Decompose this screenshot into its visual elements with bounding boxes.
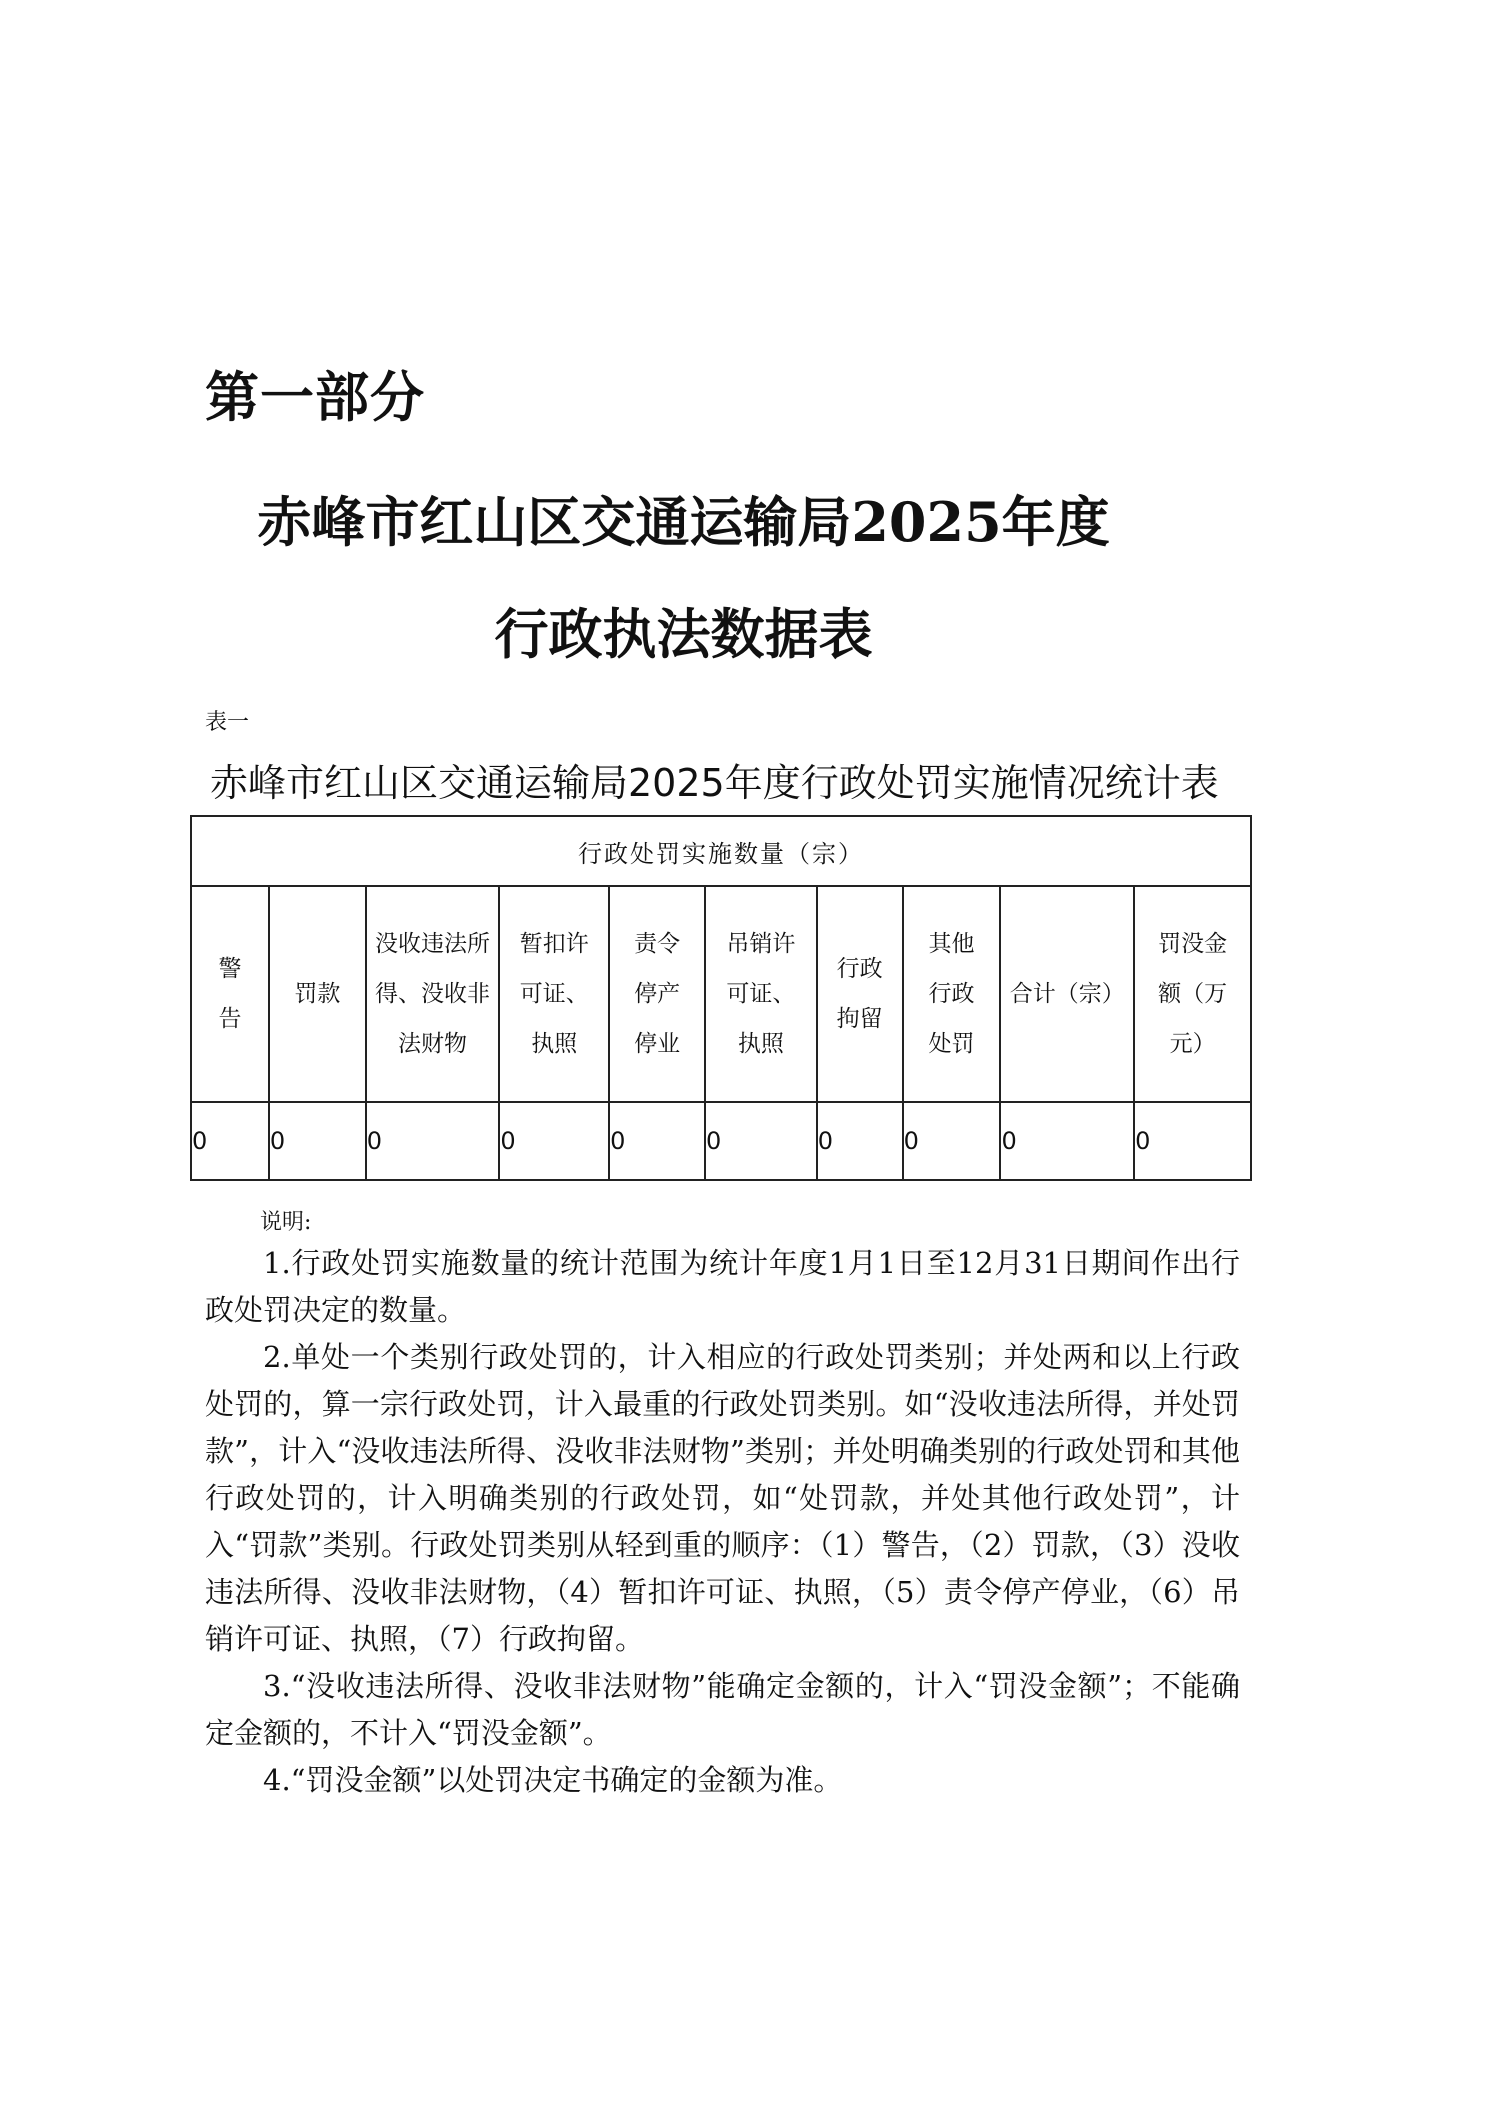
value-production-halt: 0 bbox=[609, 1102, 705, 1180]
value-amount: 0 bbox=[1134, 1102, 1251, 1180]
value-license-revocation: 0 bbox=[705, 1102, 817, 1180]
col-header-fine: 罚款 bbox=[269, 886, 366, 1102]
value-warning: 0 bbox=[191, 1102, 269, 1180]
col-header-amount: 罚没金额（万元） bbox=[1134, 886, 1251, 1102]
value-fine: 0 bbox=[269, 1102, 366, 1180]
table-number: 表一 bbox=[205, 710, 250, 735]
notes-title: 说明: bbox=[260, 1210, 312, 1235]
main-title-line1 bbox=[0, 480, 1487, 557]
column-header-row bbox=[191, 886, 1251, 1102]
main-title-line1-text: 赤峰市红山区交通运输局2025年度 bbox=[257, 490, 1110, 554]
note-item-2: 2.单处一个类别行政处罚的，计入相应的行政处罚类别；并处两和以上行政处罚的，算一宗行政处罚，计入最重的行政处罚类别。如“没收违法所得，并处罚款”，计入“没收违法所得、没收非法财物”类别；并处明确类别的行政处罚和其他行政处罚的，计入明确类别的行政处罚，如“处罚款，并处其他行政处罚”，计入“罚款”类别。行政处罚类别从轻到重的顺序：（1）警告，（2）罚款，（3）没收违法所得、没收非法财物，（4）暂扣许可证、执照，（5）责令停产停业，（6）吊销许可证、执照，（7）行政拘留。 bbox=[205, 1340, 1240, 1656]
value-confiscation: 0 bbox=[366, 1102, 500, 1180]
col-header-warning: 警告 bbox=[191, 886, 269, 1102]
note-item-3: 3.“没收违法所得、没收非法财物”能确定金额的，计入“罚没金额”；不能确定金额的，不计入“罚没金额”。 bbox=[205, 1669, 1240, 1750]
main-title-line2-text: 行政执法数据表 bbox=[494, 602, 873, 666]
col-header-total: 合计（宗） bbox=[1000, 886, 1134, 1102]
col-header-other: 其他行政处罚 bbox=[903, 886, 1001, 1102]
col-header-confiscation: 没收违法所得、没收非法财物 bbox=[366, 886, 500, 1102]
value-other: 0 bbox=[903, 1102, 1001, 1180]
value-detention: 0 bbox=[817, 1102, 903, 1180]
value-total: 0 bbox=[1000, 1102, 1134, 1180]
group-header-row bbox=[191, 816, 1251, 886]
group-header-cell: 行政处罚实施数量（宗） bbox=[191, 816, 1251, 886]
value-license-suspension: 0 bbox=[499, 1102, 609, 1180]
note-item-4: 4.“罚没金额”以处罚决定书确定的金额为准。 bbox=[263, 1763, 843, 1797]
table-title: 赤峰市红山区交通运输局2025年度行政处罚实施情况统计表 bbox=[210, 761, 1219, 805]
col-header-license-suspension: 暂扣许可证、执照 bbox=[499, 886, 609, 1102]
note-item-1: 1.行政处罚实施数量的统计范围为统计年度1月1日至12月31日期间作出行政处罚决定的数量。 bbox=[205, 1246, 1240, 1327]
main-title-line2 bbox=[0, 592, 1487, 669]
col-header-production-halt: 责令停产停业 bbox=[609, 886, 705, 1102]
penalty-stats-table bbox=[190, 815, 1252, 1181]
value-row bbox=[191, 1102, 1251, 1180]
col-header-license-revocation: 吊销许可证、执照 bbox=[705, 886, 817, 1102]
col-header-detention: 行政拘留 bbox=[817, 886, 903, 1102]
part-label: 第一部分 bbox=[205, 365, 425, 429]
notes-body bbox=[205, 1240, 1240, 1804]
